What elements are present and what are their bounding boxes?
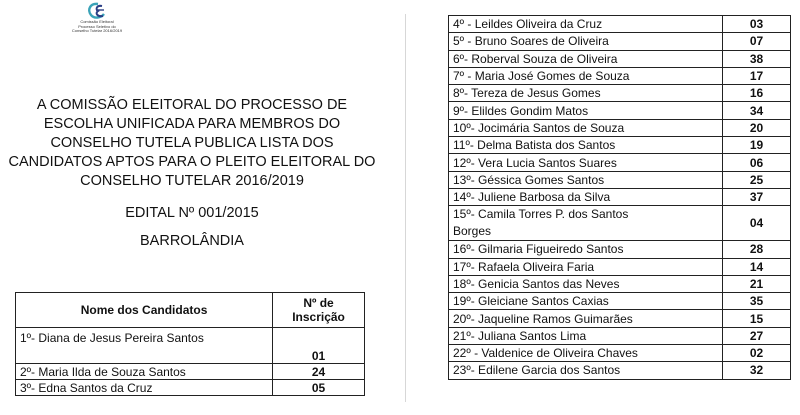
candidate-name: 14º- Juliene Barbosa da Silva <box>449 188 723 205</box>
candidate-name-line2: Borges <box>453 224 492 239</box>
candidate-number: 34 <box>723 102 791 119</box>
candidate-number: 02 <box>723 345 791 362</box>
table-header-row <box>16 293 365 328</box>
candidate-name: 18º- Genicia Santos das Neves <box>449 275 723 292</box>
candidate-name: 16º- Gilmaria Figueiredo Santos <box>449 241 723 258</box>
candidate-number: 19 <box>723 137 791 154</box>
candidate-number: 20 <box>723 119 791 136</box>
table-row <box>16 364 365 380</box>
table-row <box>16 328 365 364</box>
candidate-number: 32 <box>723 362 791 379</box>
edital-number: EDITAL Nº 001/2015 <box>125 205 259 221</box>
candidate-number: 21 <box>723 275 791 292</box>
table-row <box>449 327 791 344</box>
table-row <box>449 154 791 171</box>
table-row <box>449 119 791 136</box>
table-row <box>449 241 791 258</box>
ce-logo-icon <box>84 2 110 20</box>
heading-line: CONSELHO TUTELAR 2016/2019 <box>80 173 304 189</box>
candidate-number: 37 <box>723 188 791 205</box>
candidate-number: 14 <box>723 258 791 275</box>
table-row <box>449 345 791 362</box>
header-candidate-name: Nome dos Candidatos <box>16 293 273 328</box>
candidate-number: 27 <box>723 327 791 344</box>
header-number-line1: Nº de <box>303 296 334 310</box>
candidate-name: 21º- Juliana Santos Lima <box>449 327 723 344</box>
candidate-number: 16 <box>723 85 791 102</box>
candidate-name: 11º- Delma Batista dos Santos <box>449 137 723 154</box>
candidate-number: 03 <box>723 16 791 33</box>
candidate-name: 22º - Valdenice de Oliveira Chaves <box>449 345 723 362</box>
heading-line: CONSELHO TUTELA PUBLICA LISTA DOS <box>50 135 334 151</box>
table-row <box>449 67 791 84</box>
table-row <box>449 50 791 67</box>
candidate-number: 25 <box>723 171 791 188</box>
candidate-name: 12º- Vera Lucia Santos Suares <box>449 154 723 171</box>
table-row <box>449 362 791 379</box>
heading-line: A COMISSÃO ELEITORAL DO PROCESSO DE <box>36 97 348 113</box>
table-row <box>449 258 791 275</box>
candidate-number: 15 <box>723 310 791 327</box>
candidates-table-left <box>15 292 365 396</box>
candidate-number: 28 <box>723 241 791 258</box>
heading-line: CANDIDATOS APTOS PARA O PLEITO ELEITORAL DO <box>8 154 376 170</box>
page-divider <box>405 14 406 402</box>
table-row <box>449 137 791 154</box>
candidate-number: 06 <box>723 154 791 171</box>
candidate-number: 17 <box>723 67 791 84</box>
table-row <box>449 33 791 50</box>
city-name: BARROLÂNDIA <box>140 233 244 249</box>
table-row <box>449 16 791 33</box>
candidate-name: 19º- Gleiciane Santos Caxias <box>449 293 723 310</box>
logo-line-3: Conselho Tutelar 2016/2019 <box>71 28 123 33</box>
candidate-number: 01 <box>273 328 365 364</box>
table-row <box>449 206 791 241</box>
table-row <box>449 102 791 119</box>
candidate-name: 9º- Elildes Gondim Matos <box>449 102 723 119</box>
candidate-name: 6º- Roberval Souza de Oliveira <box>449 50 723 67</box>
table-row <box>449 188 791 205</box>
candidate-name: 23º- Edilene Garcia dos Santos <box>449 362 723 379</box>
heading-line: ESCOLHA UNIFICADA PARA MEMBROS DO <box>43 116 341 132</box>
candidate-name <box>449 206 723 241</box>
candidate-name: 20º- Jaqueline Ramos Guimarães <box>449 310 723 327</box>
candidate-number: 35 <box>723 293 791 310</box>
candidate-name: 7º - Maria José Gomes de Souza <box>449 67 723 84</box>
candidate-name: 17º- Rafaela Oliveira Faria <box>449 258 723 275</box>
candidates-table-right <box>448 15 791 380</box>
commission-logo <box>62 2 132 34</box>
logo-line-1: Comissão Eleitoral <box>80 19 114 24</box>
candidate-name-line1: 15º- Camila Torres P. dos Santos <box>453 207 629 222</box>
logo-line-2: Processo Seletivo do <box>78 23 116 29</box>
header-number-line2: Inscrição <box>292 310 345 324</box>
candidate-name: 4º - Leildes Oliveira da Cruz <box>449 16 723 33</box>
candidate-name: 10º- Jocimária Santos de Souza <box>449 119 723 136</box>
table-row <box>449 310 791 327</box>
candidate-number: 04 <box>723 206 791 241</box>
table-row <box>449 293 791 310</box>
table-row <box>449 85 791 102</box>
candidate-number: 05 <box>273 380 365 396</box>
table-row <box>449 275 791 292</box>
candidate-name: 13º- Géssica Gomes Santos <box>449 171 723 188</box>
candidate-number: 07 <box>723 33 791 50</box>
candidate-number: 38 <box>723 50 791 67</box>
candidate-number: 24 <box>273 364 365 380</box>
candidate-name: 5º - Bruno Soares de Oliveira <box>449 33 723 50</box>
table-row <box>449 171 791 188</box>
candidate-name: 1º- Diana de Jesus Pereira Santos <box>16 328 273 364</box>
announcement-heading <box>0 96 384 191</box>
header-registration-number <box>273 293 365 328</box>
table-row <box>16 380 365 396</box>
candidate-name: 3º- Edna Santos da Cruz <box>16 380 273 396</box>
candidate-name: 8º- Tereza de Jesus Gomes <box>449 85 723 102</box>
candidate-name: 2º- Maria Ilda de Souza Santos <box>16 364 273 380</box>
